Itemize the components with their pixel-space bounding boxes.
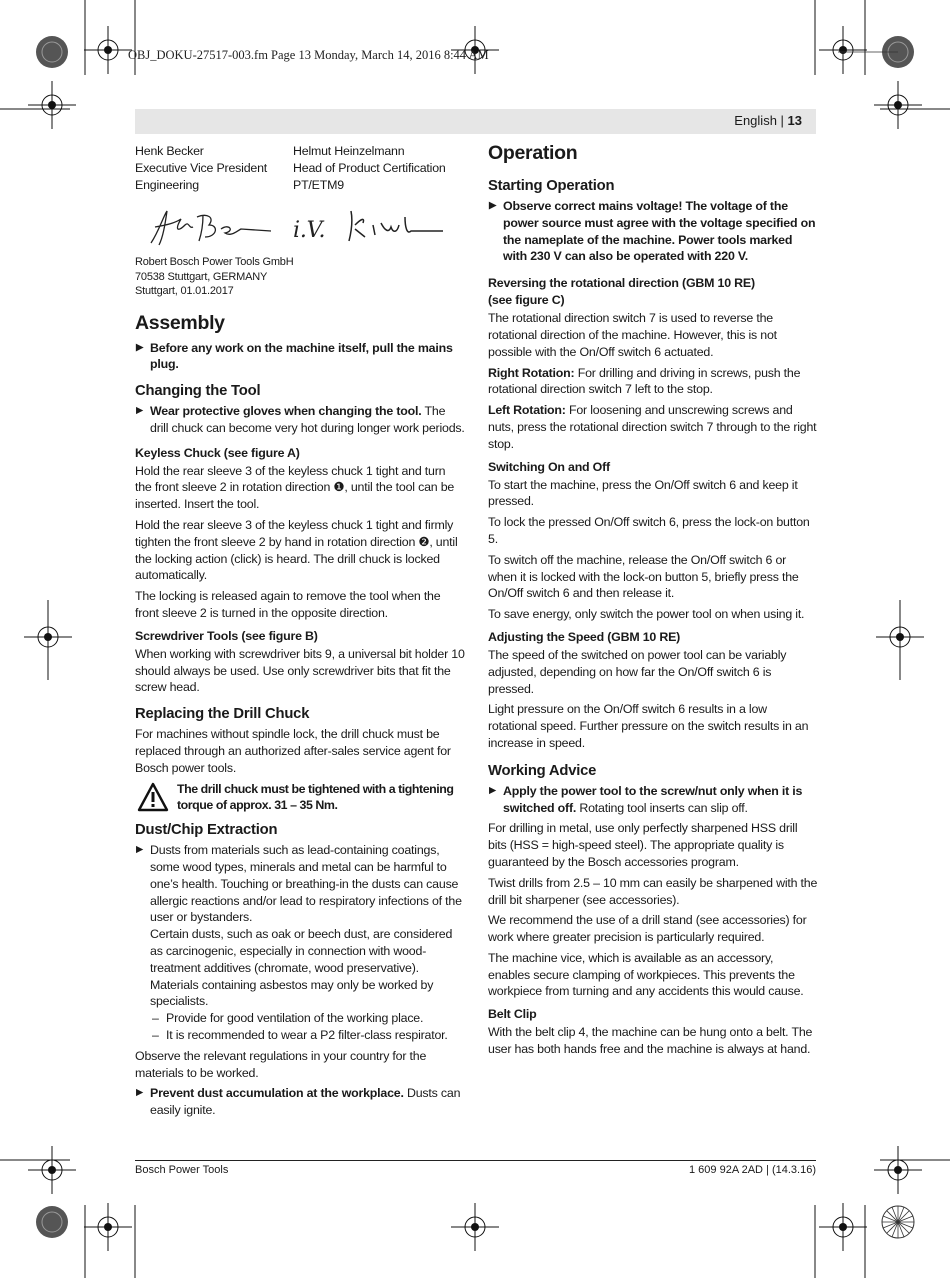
warning-triangle-icon [137,782,169,812]
replacing-heading: Replacing the Drill Chuck [135,706,310,723]
signer-1 [135,143,267,193]
company-address: 70538 Stuttgart, GERMANY [135,270,268,283]
speed-p2: Light pressure on the On/Off switch 6 results in a low rotational speed. Further pressure on the switch results in an increase in speed. [488,702,809,750]
signer-1-name: Henk Becker [135,144,204,158]
place-date: Stuttgart, 01.01.2017 [135,285,234,297]
assembly-bullet [135,340,465,374]
bullet-triangle-icon: ▶ [489,200,497,211]
switching-p3: To switch off the machine, release the On/Off switch 6 or when it is locked with the lock-on button 5, briefly press the On/Off switch 6 and then release it. [488,552,799,601]
bullet-triangle-icon: ▶ [136,844,144,856]
dust-regulations: Observe the relevant regulations in your country for the materials to be worked. [135,1048,427,1080]
speed-heading: Adjusting the Speed (GBM 10 RE) [488,629,681,644]
right-column [488,143,818,1062]
signature-1-image [145,203,275,251]
page-footer [135,1160,816,1176]
keyless-p3: The locking is released again to remove the tool when the front sleeve 2 is turned in the opposite direction. [135,589,441,621]
dust-dash-1: – Provide for good ventilation of the working place. [152,1011,424,1026]
switching-p1: To start the machine, press the On/Off switch 6 and keep it pressed. [488,477,798,509]
keyless-p1: Hold the rear sleeve 3 of the keyless chuck 1 tight and turn the front sleeve 2 in rotation direction ❶, until the tool can be inserted. Insert the tool. [135,463,455,512]
starting-bullet [488,198,818,265]
switching-p4: To save energy, only switch the power tool on when using it. [488,607,805,622]
dust-bullet-p1: Dusts from materials such as lead-containing coatings, some wood types, minerals and metal can be harmful to one’s health. Touching or breathing-in the dusts can cause allergic reactions and/or lead to respiratory infections of the user or bystanders. [150,843,462,925]
advice-p1: For drilling in metal, use only perfectly sharpened HSS drill bits (HSS = high-speed steel). The appropriate quality is guaranteed by the Bosch accessories program. [488,821,798,869]
bullet-triangle-icon: ▶ [136,1087,144,1099]
advice-bullet-bold: Apply the power tool to the screw/nut only when it is switched off. [503,783,803,815]
signer-1-title2: Engineering [135,177,199,192]
signer-2-title2: PT/ETM9 [293,177,344,192]
print-slug: OBJ_DOKU-27517-003.fm Page 13 Monday, March 14, 2016 8:44 AM [128,48,489,62]
speed-p1: The speed of the switched on power tool can be variably adjusted, depending on how far the On/Off switch 6 is pressed. [488,647,787,696]
left-rotation-text: For loosening and unscrewing screws and nuts, press the rotational direction switch 7 through to the right stop. [488,403,817,451]
belt-p1: With the belt clip 4, the machine can be hung onto a belt. The user has both hands free and the machine is always at hand. [488,1025,813,1057]
page-header [734,113,802,128]
screwdriver-p1: When working with screwdriver bits 9, a universal bit holder 10 should always be used. Use only screwdriver bits that fit the screw head. [135,646,465,695]
starting-heading: Starting Operation [488,178,615,194]
switching-p2: To lock the pressed On/Off switch 6, press the lock-on button 5. [488,515,810,546]
starting-bullet-text: Observe correct mains voltage! The voltage of the power source must agree with the voltage specified on the nameplate of the machine. Power tools marked with 230 V can also be operated with 220 V. [503,199,816,264]
footer-right: 1 609 92A 2AD | (14.3.16) [689,1164,816,1176]
bullet-triangle-icon: ▶ [489,784,497,796]
assembly-heading: Assembly [135,311,225,334]
signature-2-prefix: i.V. [293,218,326,243]
company-info [135,255,465,299]
switching-heading: Switching On and Off [488,459,610,474]
advice-heading: Working Advice [488,762,597,779]
right-rotation-label: Right Rotation: [488,365,575,380]
reversing-p1: The rotational direction switch 7 is used to reverse the rotational direction of the machine. However, this is not possible with the On/Off switch 6 actuated. [488,311,777,359]
keyless-heading: Keyless Chuck (see figure A) [135,445,300,460]
signature-2-image [293,203,453,251]
assembly-bullet-text: Before any work on the machine itself, pull the mains plug. [150,340,453,372]
advice-p3: We recommend the use of a drill stand (see accessories) for work where greater precision is particularly required. [488,913,807,945]
signature-block [135,143,465,243]
header-language: English [734,113,777,128]
dust-bullet-p2: Certain dusts, such as oak or beech dust, are considered as carcinogenic, especially in connection with wood-treatment additives (chromate, wood preservative). Materials containing asbestos may only be worked by specialists. [150,927,453,1009]
reversing-heading-1: Reversing the rotational direction (GBM 10 RE) [488,276,755,291]
changing-tool-heading: Changing the Tool [135,383,261,400]
keyless-p2: Hold the rear sleeve 3 of the keyless chuck 1 tight and firmly tighten the front sleeve 2 by hand in rotation direction ❷, until the locking action (click) is heard. The drill chuck is locked automatically. [135,518,458,583]
changing-tool-bullet [135,403,465,437]
footer-left: Bosch Power Tools [135,1164,229,1176]
signer-2 [293,143,446,193]
dust-bullet-2-rest: Dusts can easily ignite. [150,1086,461,1118]
screwdriver-heading: Screwdriver Tools (see figure B) [135,628,318,643]
bullet-triangle-icon: ▶ [136,341,144,353]
dust-bullet-2-bold: Prevent dust accumulation at the workplace. [150,1086,404,1101]
header-separator: | [776,113,788,128]
advice-p2: Twist drills from 2.5 – 10 mm can easily be sharpened with the drill bit sharpener (see accessories). [488,875,818,907]
company-name: Robert Bosch Power Tools GmbH [135,256,294,268]
reversing-heading-2: (see figure C) [488,293,565,308]
dust-bullet [135,842,465,1010]
torque-warning-text: The drill chuck must be tightened with a tightening torque of approx. 31 – 35 Nm. [177,781,454,813]
left-rotation-label: Left Rotation: [488,403,566,418]
dust-dash-2-text: It is recommended to wear a P2 filter-class respirator. [166,1028,448,1042]
bullet-triangle-icon: ▶ [136,405,144,417]
right-rotation [488,365,818,399]
dust-dash-2: – It is recommended to wear a P2 filter-class respirator. [152,1028,448,1042]
dust-dash-1-text: Provide for good ventilation of the working place. [166,1011,424,1026]
replacing-p1: For machines without spindle lock, the drill chuck must be replaced through an authorized after-sales service agent for Bosch power tools. [135,727,451,775]
operation-heading: Operation [488,142,578,164]
signer-2-title1: Head of Product Certification [293,160,446,175]
changing-tool-bold: Wear protective gloves when changing the tool. [150,404,422,419]
torque-warning [135,781,465,815]
right-rotation-text: For drilling and driving in screws, push the rotational direction switch 7 left to the stop. [488,365,801,397]
signer-1-title1: Executive Vice President [135,160,268,175]
dust-bullet-2 [135,1085,465,1119]
left-column [135,143,465,1123]
page-number: 13 [787,113,802,128]
signer-2-name: Helmut Heinzelmann [293,144,405,158]
advice-bullet-rest: Rotating tool inserts can slip off. [576,800,748,815]
page-header-bar [135,109,816,134]
belt-heading: Belt Clip [488,1007,537,1022]
dust-heading: Dust/Chip Extraction [135,822,278,839]
left-rotation [488,402,818,452]
advice-p4: The machine vice, which is available as an accessory, enables secure clamping of workpieces. This prevents the workpiece from turning and any accidents this would cause. [488,950,804,999]
advice-bullet [488,783,818,817]
changing-tool-rest: The drill chuck can become very hot during longer work periods. [150,404,465,435]
